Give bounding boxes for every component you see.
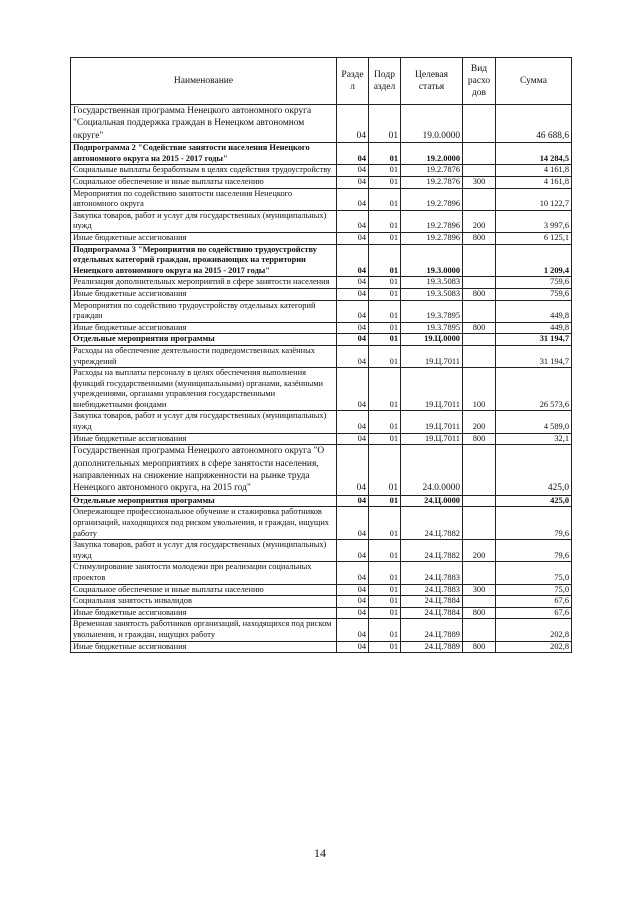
row-target-cell: 24.Ц.7884 bbox=[401, 607, 463, 619]
row-razdel-cell: 04 bbox=[337, 188, 369, 210]
row-razdel-cell: 04 bbox=[337, 607, 369, 619]
table-header-row bbox=[71, 58, 572, 105]
row-podrazdel-cell: 01 bbox=[369, 495, 401, 507]
row-vid-cell bbox=[463, 596, 496, 608]
row-vid-cell bbox=[463, 300, 496, 322]
row-sum-cell: 449,8 bbox=[496, 300, 572, 322]
row-sum-cell: 4 589,0 bbox=[496, 411, 572, 433]
row-podrazdel-cell: 01 bbox=[369, 105, 401, 143]
row-razdel-cell: 04 bbox=[337, 232, 369, 244]
row-podrazdel-cell: 01 bbox=[369, 507, 401, 540]
header-name: Наименование bbox=[71, 58, 337, 105]
row-name-cell: Стимулирование занятости молодежи при реализации социальных проектов bbox=[71, 562, 337, 584]
row-target-cell: 19.2.7896 bbox=[401, 188, 463, 210]
row-sum-cell: 75,0 bbox=[496, 584, 572, 596]
table-row bbox=[71, 445, 572, 496]
row-podrazdel-cell: 01 bbox=[369, 607, 401, 619]
row-target-cell: 24.Ц.7882 bbox=[401, 507, 463, 540]
row-name-cell: Закупка товаров, работ и услуг для государственных (муниципальных) нужд bbox=[71, 540, 337, 562]
row-name-cell: Социальные выплаты безработным в целях содействия трудоустройству bbox=[71, 165, 337, 177]
row-razdel-cell: 04 bbox=[337, 334, 369, 346]
row-podrazdel-cell: 01 bbox=[369, 433, 401, 445]
row-vid-cell: 200 bbox=[463, 411, 496, 433]
row-podrazdel-cell: 01 bbox=[369, 322, 401, 334]
table-row bbox=[71, 495, 572, 507]
row-razdel-cell: 04 bbox=[337, 433, 369, 445]
row-podrazdel-cell: 01 bbox=[369, 143, 401, 165]
row-vid-cell: 100 bbox=[463, 368, 496, 411]
row-target-cell: 24.Ц.0000 bbox=[401, 495, 463, 507]
row-vid-cell bbox=[463, 507, 496, 540]
row-razdel-cell: 04 bbox=[337, 105, 369, 143]
row-target-cell: 19.2.0000 bbox=[401, 143, 463, 165]
row-podrazdel-cell: 01 bbox=[369, 584, 401, 596]
table-row bbox=[71, 411, 572, 433]
row-podrazdel-cell: 01 bbox=[369, 540, 401, 562]
table-row bbox=[71, 165, 572, 177]
row-razdel-cell: 04 bbox=[337, 619, 369, 641]
row-podrazdel-cell: 01 bbox=[369, 288, 401, 300]
row-name-cell: Социальное обеспечение и иные выплаты населению bbox=[71, 584, 337, 596]
table-row bbox=[71, 143, 572, 165]
row-vid-cell bbox=[463, 445, 496, 496]
row-vid-cell: 300 bbox=[463, 584, 496, 596]
budget-table bbox=[70, 57, 572, 653]
table-row bbox=[71, 540, 572, 562]
row-vid-cell: 800 bbox=[463, 322, 496, 334]
row-target-cell: 19.2.7876 bbox=[401, 165, 463, 177]
table-row bbox=[71, 210, 572, 232]
row-sum-cell: 75,0 bbox=[496, 562, 572, 584]
row-razdel-cell: 04 bbox=[337, 596, 369, 608]
row-razdel-cell: 04 bbox=[337, 244, 369, 277]
row-sum-cell: 31 194,7 bbox=[496, 334, 572, 346]
row-name-cell: Государственная программа Ненецкого автономного округа "О дополнительных мероприятиях в сфере занятости населения, направленных на снижение напряженности на рынке труда Ненецкого автономного округа, на 2015 год" bbox=[71, 445, 337, 496]
row-vid-cell: 200 bbox=[463, 540, 496, 562]
row-name-cell: Иные бюджетные ассигнования bbox=[71, 641, 337, 653]
row-sum-cell: 4 161,8 bbox=[496, 177, 572, 189]
row-sum-cell: 425,0 bbox=[496, 445, 572, 496]
row-podrazdel-cell: 01 bbox=[369, 244, 401, 277]
row-sum-cell: 26 573,6 bbox=[496, 368, 572, 411]
table-row bbox=[71, 105, 572, 143]
row-name-cell: Иные бюджетные ассигнования bbox=[71, 288, 337, 300]
row-sum-cell: 46 688,6 bbox=[496, 105, 572, 143]
row-target-cell: 19.3.7895 bbox=[401, 322, 463, 334]
table-row bbox=[71, 619, 572, 641]
row-name-cell: Расходы на выплаты персоналу в целях обеспечения выполнения функций государственными (муниципальными) органами, казёнными учреждениями, органами управления государственными внебюджетными фондами bbox=[71, 368, 337, 411]
table-row bbox=[71, 288, 572, 300]
row-razdel-cell: 04 bbox=[337, 495, 369, 507]
table-row bbox=[71, 345, 572, 367]
table-row bbox=[71, 368, 572, 411]
table-row bbox=[71, 641, 572, 653]
row-sum-cell: 31 194,7 bbox=[496, 345, 572, 367]
row-razdel-cell: 04 bbox=[337, 507, 369, 540]
row-razdel-cell: 04 bbox=[337, 562, 369, 584]
row-name-cell: Иные бюджетные ассигнования bbox=[71, 433, 337, 445]
row-sum-cell: 79,6 bbox=[496, 540, 572, 562]
row-name-cell: Мероприятия по содействию трудоустройству отдельных категорий граждан bbox=[71, 300, 337, 322]
row-sum-cell: 6 125,1 bbox=[496, 232, 572, 244]
row-target-cell: 24.Ц.7889 bbox=[401, 619, 463, 641]
row-name-cell: Социальная занятость инвалидов bbox=[71, 596, 337, 608]
row-target-cell: 24.Ц.7889 bbox=[401, 641, 463, 653]
row-target-cell: 19.3.5083 bbox=[401, 288, 463, 300]
row-razdel-cell: 04 bbox=[337, 540, 369, 562]
table-row bbox=[71, 244, 572, 277]
row-target-cell: 19.3.7895 bbox=[401, 300, 463, 322]
row-podrazdel-cell: 01 bbox=[369, 210, 401, 232]
row-name-cell: Иные бюджетные ассигнования bbox=[71, 607, 337, 619]
row-podrazdel-cell: 01 bbox=[369, 619, 401, 641]
table-row bbox=[71, 334, 572, 346]
row-podrazdel-cell: 01 bbox=[369, 334, 401, 346]
row-target-cell: 19.0.0000 bbox=[401, 105, 463, 143]
row-vid-cell bbox=[463, 188, 496, 210]
row-sum-cell: 202,8 bbox=[496, 641, 572, 653]
row-sum-cell: 67,6 bbox=[496, 607, 572, 619]
row-target-cell: 19.3.5083 bbox=[401, 277, 463, 289]
row-sum-cell: 449,8 bbox=[496, 322, 572, 334]
row-razdel-cell: 04 bbox=[337, 177, 369, 189]
row-podrazdel-cell: 01 bbox=[369, 165, 401, 177]
table-row bbox=[71, 607, 572, 619]
row-target-cell: 24.Ц.7883 bbox=[401, 562, 463, 584]
row-vid-cell: 800 bbox=[463, 288, 496, 300]
row-sum-cell: 32,1 bbox=[496, 433, 572, 445]
row-name-cell: Социальное обеспечение и иные выплаты населению bbox=[71, 177, 337, 189]
row-sum-cell: 79,6 bbox=[496, 507, 572, 540]
row-razdel-cell: 04 bbox=[337, 445, 369, 496]
row-target-cell: 19.2.7876 bbox=[401, 177, 463, 189]
row-name-cell: Подпрограмма 3 "Мероприятия по содействию трудоустройству отдельных категорий граждан, проживающих на территории Ненецкого автономного округа на 2015 - 2017 годы" bbox=[71, 244, 337, 277]
row-name-cell: Иные бюджетные ассигнования bbox=[71, 232, 337, 244]
row-name-cell: Государственная программа Ненецкого автономного округа "Социальная поддержка граждан в Ненецком автономном округе" bbox=[71, 105, 337, 143]
header-vid: Вид расхо дов bbox=[463, 58, 496, 105]
row-razdel-cell: 04 bbox=[337, 165, 369, 177]
row-vid-cell: 800 bbox=[463, 232, 496, 244]
row-razdel-cell: 04 bbox=[337, 277, 369, 289]
row-sum-cell: 10 122,7 bbox=[496, 188, 572, 210]
row-podrazdel-cell: 01 bbox=[369, 596, 401, 608]
row-name-cell: Закупка товаров, работ и услуг для государственных (муниципальных) нужд bbox=[71, 411, 337, 433]
row-vid-cell: 300 bbox=[463, 177, 496, 189]
row-target-cell: 19.Ц.0000 bbox=[401, 334, 463, 346]
row-name-cell: Отдельные мероприятия программы bbox=[71, 334, 337, 346]
row-sum-cell: 3 997,6 bbox=[496, 210, 572, 232]
table-row bbox=[71, 277, 572, 289]
row-target-cell: 19.Ц.7011 bbox=[401, 345, 463, 367]
row-podrazdel-cell: 01 bbox=[369, 368, 401, 411]
row-name-cell: Подпрограмма 2 "Содействие занятости населения Ненецкого автономного округа на 2015 - 2017 годы" bbox=[71, 143, 337, 165]
row-sum-cell: 67,6 bbox=[496, 596, 572, 608]
row-name-cell: Иные бюджетные ассигнования bbox=[71, 322, 337, 334]
header-target: Целевая статья bbox=[401, 58, 463, 105]
row-sum-cell: 759,6 bbox=[496, 288, 572, 300]
row-razdel-cell: 04 bbox=[337, 143, 369, 165]
row-vid-cell bbox=[463, 244, 496, 277]
header-sum: Сумма bbox=[496, 58, 572, 105]
row-target-cell: 19.Ц.7011 bbox=[401, 368, 463, 411]
row-vid-cell bbox=[463, 495, 496, 507]
table-row bbox=[71, 188, 572, 210]
row-vid-cell bbox=[463, 105, 496, 143]
row-podrazdel-cell: 01 bbox=[369, 232, 401, 244]
table-body bbox=[71, 105, 572, 653]
header-razdel: Разде л bbox=[337, 58, 369, 105]
row-podrazdel-cell: 01 bbox=[369, 562, 401, 584]
row-name-cell: Мероприятия по содействию занятости населения Ненецкого автономного округа bbox=[71, 188, 337, 210]
row-vid-cell bbox=[463, 143, 496, 165]
table-row bbox=[71, 584, 572, 596]
table-row bbox=[71, 562, 572, 584]
row-sum-cell: 14 284,5 bbox=[496, 143, 572, 165]
row-podrazdel-cell: 01 bbox=[369, 345, 401, 367]
row-razdel-cell: 04 bbox=[337, 288, 369, 300]
row-name-cell: Расходы на обеспечение деятельности подведомственных казённых учреждений bbox=[71, 345, 337, 367]
table-row bbox=[71, 507, 572, 540]
row-razdel-cell: 04 bbox=[337, 345, 369, 367]
row-vid-cell: 800 bbox=[463, 433, 496, 445]
row-vid-cell bbox=[463, 345, 496, 367]
table-row bbox=[71, 300, 572, 322]
row-sum-cell: 759,6 bbox=[496, 277, 572, 289]
row-target-cell: 24.0.0000 bbox=[401, 445, 463, 496]
row-podrazdel-cell: 01 bbox=[369, 277, 401, 289]
row-vid-cell bbox=[463, 619, 496, 641]
row-vid-cell: 200 bbox=[463, 210, 496, 232]
row-razdel-cell: 04 bbox=[337, 322, 369, 334]
header-podrazdel: Подр аздел bbox=[369, 58, 401, 105]
row-target-cell: 19.Ц.7011 bbox=[401, 433, 463, 445]
row-podrazdel-cell: 01 bbox=[369, 177, 401, 189]
row-vid-cell: 800 bbox=[463, 607, 496, 619]
row-target-cell: 19.3.0000 bbox=[401, 244, 463, 277]
row-razdel-cell: 04 bbox=[337, 641, 369, 653]
row-podrazdel-cell: 01 bbox=[369, 445, 401, 496]
row-target-cell: 19.2.7896 bbox=[401, 232, 463, 244]
row-sum-cell: 4 161,8 bbox=[496, 165, 572, 177]
row-target-cell: 24.Ц.7884 bbox=[401, 596, 463, 608]
row-name-cell: Опережающее профессиональное обучение и стажировка работников организаций, находящихся под риском увольнения, и граждан, ищущих работу bbox=[71, 507, 337, 540]
table-row bbox=[71, 596, 572, 608]
row-razdel-cell: 04 bbox=[337, 210, 369, 232]
row-sum-cell: 202,8 bbox=[496, 619, 572, 641]
row-razdel-cell: 04 bbox=[337, 411, 369, 433]
table-row bbox=[71, 177, 572, 189]
row-podrazdel-cell: 01 bbox=[369, 188, 401, 210]
row-podrazdel-cell: 01 bbox=[369, 641, 401, 653]
row-target-cell: 19.Ц.7011 bbox=[401, 411, 463, 433]
row-target-cell: 24.Ц.7882 bbox=[401, 540, 463, 562]
row-vid-cell bbox=[463, 334, 496, 346]
row-sum-cell: 425,0 bbox=[496, 495, 572, 507]
table-row bbox=[71, 433, 572, 445]
row-razdel-cell: 04 bbox=[337, 368, 369, 411]
row-podrazdel-cell: 01 bbox=[369, 300, 401, 322]
row-vid-cell: 800 bbox=[463, 641, 496, 653]
row-razdel-cell: 04 bbox=[337, 300, 369, 322]
row-name-cell: Временная занятость работников организаций, находящихся под риском увольнения, и граждан, ищущих работу bbox=[71, 619, 337, 641]
row-vid-cell bbox=[463, 562, 496, 584]
page-number: 14 bbox=[314, 846, 326, 860]
row-vid-cell bbox=[463, 277, 496, 289]
row-name-cell: Закупка товаров, работ и услуг для государственных (муниципальных) нужд bbox=[71, 210, 337, 232]
row-podrazdel-cell: 01 bbox=[369, 411, 401, 433]
table-row bbox=[71, 232, 572, 244]
row-target-cell: 24.Ц.7883 bbox=[401, 584, 463, 596]
row-razdel-cell: 04 bbox=[337, 584, 369, 596]
row-target-cell: 19.2.7896 bbox=[401, 210, 463, 232]
row-name-cell: Реализация дополнительных мероприятий в сфере занятости населения bbox=[71, 277, 337, 289]
row-vid-cell bbox=[463, 165, 496, 177]
row-name-cell: Отдельные мероприятия программы bbox=[71, 495, 337, 507]
row-sum-cell: 1 209,4 bbox=[496, 244, 572, 277]
table-row bbox=[71, 322, 572, 334]
